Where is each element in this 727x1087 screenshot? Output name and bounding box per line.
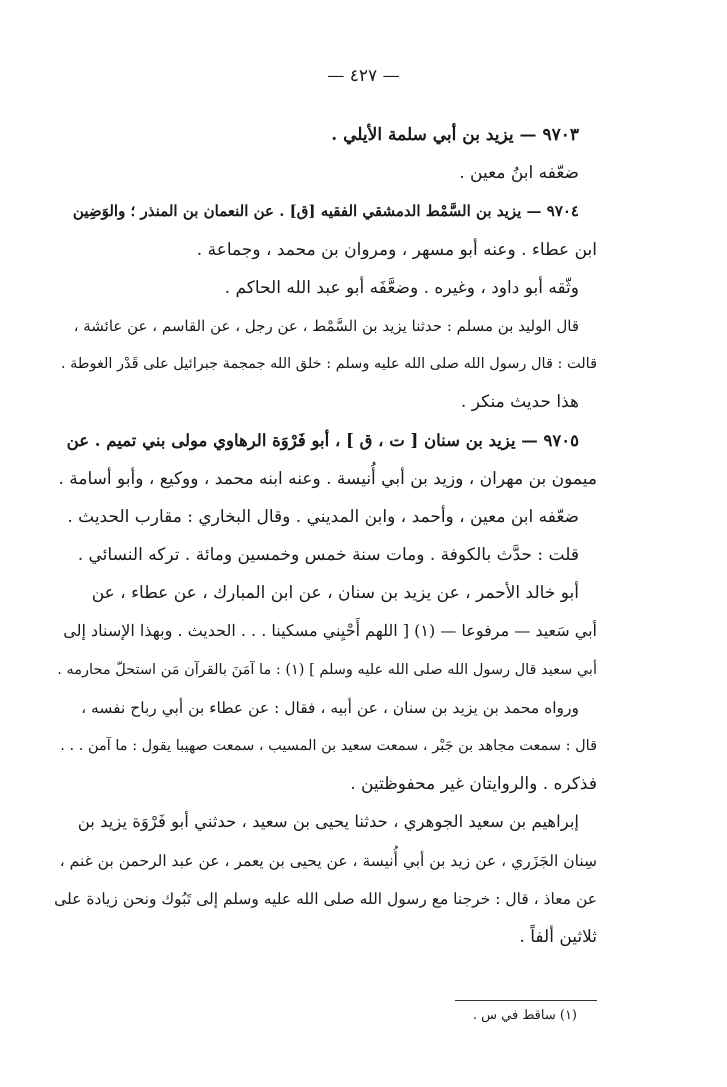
footnote-divider [455, 1000, 597, 1001]
footnote: (١) ساقط في س . [472, 1008, 577, 1023]
text-line: هذا حديث منكر . [460, 392, 579, 413]
text-line: ابن عطاء . وعنه أبو مسهر ، ومروان بن محمد ، وجماعة . [196, 239, 597, 260]
text-line: وثّقه أبو داود ، وغيره . وضعَّفَه أبو عبد الله الحاكم . [224, 277, 579, 298]
text-line: سِنان الجَزَري ، عن زيد بن أبي أُنيسة ، عن يحيى بن يعمر ، عن عبد الرحمن بن غنم ، [59, 851, 597, 870]
text-line: إبراهيم بن سعيد الجوهري ، حدثنا يحيى بن سعيد ، حدثني أبو فَرْوَة يزيد بن [77, 812, 579, 832]
text-line: ضعّفه ابن معين ، وأحمد ، وابن المديني . وقال البخاري : مقارب الحديث . [67, 506, 579, 527]
text-line: ورواه محمد بن يزيد بن سنان ، عن أبيه ، فقال : عن عطاء بن أبي رباح نفسه ، [81, 698, 579, 717]
text-line: ثلاثين ألفاً . [519, 926, 597, 947]
text-line: ضعّفه ابنُ معين . [459, 163, 579, 184]
text-line: قال : سمعت مجاهد بن جَبْر ، سمعت سعيد بن المسيب ، سمعت صهيبا يقول : ما آمن . . . [60, 738, 597, 754]
text-line: أبو خالد الأحمر ، عن يزيد بن سنان ، عن ابن المبارك ، عن عطاء ، عن [91, 583, 579, 604]
page-number: — ٤٢٧ — [327, 66, 400, 86]
text-line: قال الوليد بن مسلم : حدثنا يزيد بن السَّمْط ، عن رجل ، عن القاسم ، عن عائشة ، [73, 316, 579, 335]
text-line: ميمون بن مهران ، وزيد بن أبي أُنيسة . وعنه ابنه محمد ، ووكيع ، وأبو أسامة . [58, 468, 597, 489]
entry-heading-line: ٩٧٠٥ — يزيد بن سنان [ ت ، ق ] ، أبو فَرْوَة الرهاوي مولى بني تميم . عن [66, 430, 579, 450]
text-line: أبي سعيد قال رسول الله صلى الله عليه وسلم ] (١) : ما آمَنَ بالقرآن مَن استحلّ محارمه . [57, 661, 597, 678]
text-line: أبي سَعيد — مرفوعا — (١) [ اللهم أَحْيِني مسكينا . . . الحديث . وبهذا الإسناد إلى [63, 621, 597, 641]
entry-heading-line: ٩٧٠٤ — يزيد بن السَّمْط الدمشقي الفقيه [ق] . عن النعمان بن المنذر ؛ والوَضِين [72, 202, 579, 221]
entry-heading-line: ٩٧٠٣ — يزيد بن أبي سلمة الأيلي . [331, 125, 579, 145]
text-line: عن معاذ ، قال : خرجنا مع رسول الله صلى الله عليه وسلم إلى تَبُوك ونحن زيادة على [54, 889, 597, 908]
body-text [54, 116, 597, 956]
text-line: فذكره . والروايتان غير محفوظتين . [350, 774, 597, 795]
text-line: قلت : حدَّث بالكوفة . ومات سنة خمس وخمسين ومائة . تركه النسائي . [77, 545, 579, 566]
text-line: قالت : قال رسول الله صلى الله عليه وسلم : خلق الله جمجمة جبرائيل على قَدْر الغوطة . [60, 356, 597, 373]
